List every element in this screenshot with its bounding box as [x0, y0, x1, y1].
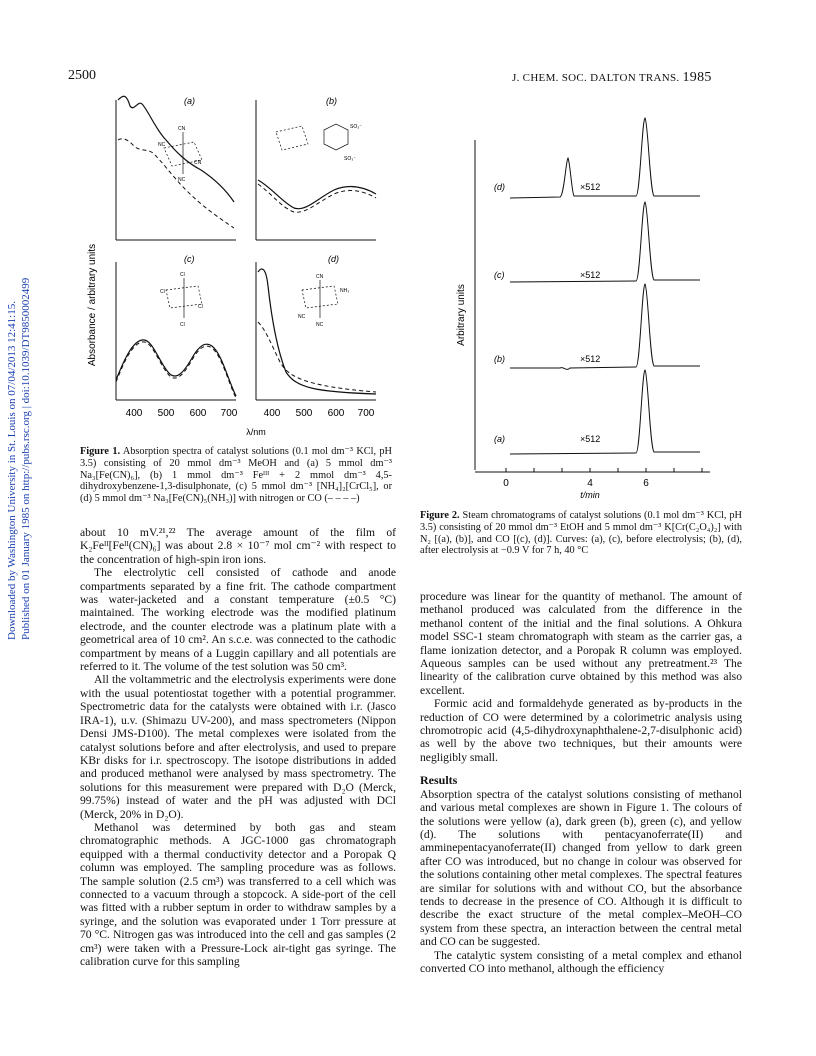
- figure2-caption-text: Steam chromatograms of catalyst solutions (0.1 mol dm⁻³ KCl, pH 3.5) consisting of 20 mmol dm⁻³ EtOH and 5 mmol dm⁻³ K[Cr(C₂O₄)₂] with N₂ [(a), (b)], and CO [(c), (d)]. Curves: (a), (c), before electrolysis; (b), (d), after electrolysis at −0.9 V for 7 h, 40 °C: [420, 510, 742, 557]
- panel-c-label: (c): [184, 254, 195, 264]
- trace-c-gain: ×512: [580, 270, 601, 280]
- trace-d-gain: ×512: [580, 182, 601, 192]
- paragraph: All the voltammetric and the electrolysis experiments were done with the usual potentiostat together with a potential programmer. Spectrometric data for the catalysts were obtained with i.r. (Jasco IRA-1), u.v. (Shimazu UV-200), and mass spectrometers (Nippon Densi JMS-D100). The metal complexes were isolated from the catalyst solutions before and after electrolysis, and used to prepare KBr disks for i.r. spectroscopy. The isotope distributions in added and produced methanol were analysed by mass spectrometry. The solutions for this measurement were prepared with D₂O (Merck, 99.75%) instead of water and the pH was adjusted with DCl (Merck, 20% in D₂O).: [80, 673, 396, 821]
- left-column: [80, 526, 396, 968]
- panel-d-label: (d): [328, 254, 339, 264]
- fig1-xtick: 600: [189, 408, 207, 419]
- svg-text:NH₃: NH₃: [340, 288, 350, 294]
- figure2-xticks: [503, 478, 649, 489]
- fig2-xtick: 4: [587, 478, 593, 489]
- trace-d-label: (d): [494, 182, 505, 192]
- paragraph: procedure was linear for the quantity of methanol. The amount of methanol produced was calculated from the difference in the methanol content of the initial and the final solutions. A Ohkura model SSC-1 steam chromatograph with steam as the carrier gas, a flame ionization detector, and a Poropak R column was employed. Aqueous samples can be used without any pretreatment.²³ The linearity of the calibration curve obtained by this method was also excellent.: [420, 590, 742, 697]
- svg-text:NC: NC: [298, 314, 306, 320]
- fig2-xtick: 0: [503, 478, 509, 489]
- svg-text:NC: NC: [178, 177, 186, 183]
- fig2-xtick: 6: [643, 478, 649, 489]
- fig1-xtick: 400: [263, 408, 281, 419]
- fig1-xtick: 500: [157, 408, 175, 419]
- journal-header: [512, 70, 712, 86]
- svg-text:NC: NC: [158, 142, 166, 148]
- figure1-xticks: [126, 408, 375, 419]
- figure1-caption-label: Figure 1.: [80, 446, 121, 457]
- section-heading-results: Results: [420, 773, 458, 788]
- paragraph: Absorption spectra of the catalyst solutions consisting of methanol and various metal complexes are shown in Figure 1. The colours of the solutions were yellow (a), dark green (b), green (c), and yellow (d). The solutions with pentacyanoferrate(II) and amminepentacyanoferrate(II) changed from yellow to dark green after CO was introduced, but no change in colour was observed for the solutions containing other metal complexes. The spectral features are similar for solutions with and without CO, but the absorbance tends to decrease in the presence of CO. Although it is difficult to describe the exact structure of the metal complex–MeOH–CO system from these spectra, an interaction between the central metal and CO can be suggested.: [420, 787, 742, 949]
- svg-text:CN: CN: [178, 126, 186, 132]
- trace-c-label: (c): [494, 270, 505, 280]
- right-column: [420, 590, 742, 975]
- download-watermark: [6, 220, 36, 640]
- trace-a-gain: ×512: [580, 434, 601, 444]
- figure-1: [76, 90, 396, 440]
- figure2-caption: [420, 510, 742, 557]
- svg-text:Cl: Cl: [160, 289, 165, 295]
- figure1-caption-text: Absorption spectra of catalyst solutions (0.1 mol dm⁻³ KCl, pH 3.5) consisting of 20 mmol dm⁻³ MeOH and (a) 5 mmol dm⁻³ Na₃[Fe(CN)₆], (b) 1 mmol dm⁻³ Feᴵᴵᴵ + 2 mmol dm⁻³ 4,5-dihydroxybenzene-1,3-disulphonate, (c) 5 mmol dm⁻³ [NH₄]₂[CrCl₅], or (d) 5 mmol dm⁻³ Na₃[Fe(CN)₅(NH₃)] with nitrogen or CO (– – – –): [80, 446, 392, 505]
- panel-c: [116, 254, 236, 400]
- panel-b-label: (b): [326, 96, 337, 106]
- paragraph: Formic acid and formaldehyde generated as by-products in the reduction of CO were determined by a colorimetric analysis using chromotropic acid (4,5-dihydroxynaphthalene-2,7-disulphonic acid) as well by the above two techniques, but their amounts were negligibly small.: [420, 697, 742, 764]
- paragraph: The catalytic system consisting of a metal complex and ethanol converted CO into methanol, although the efficiency: [420, 948, 742, 975]
- trace-b: [494, 284, 700, 369]
- fig1-xtick: 600: [327, 408, 345, 419]
- fig1-xtick: 400: [125, 408, 143, 419]
- trace-d: [494, 118, 700, 198]
- watermark-line-2: Published on 01 January 1985 on http://pubs.rsc.org | doi:10.1039/DT9850002499: [20, 277, 32, 640]
- trace-b-label: (b): [494, 354, 505, 364]
- svg-text:Cl: Cl: [180, 322, 185, 328]
- panel-d: [256, 254, 376, 400]
- fig1-xtick: 700: [220, 408, 238, 419]
- journal-name: J. CHEM. SOC. DALTON TRANS.: [512, 72, 680, 84]
- svg-text:NC: NC: [316, 322, 324, 328]
- figure1-ylabel: Absorbance / arbitrary units: [87, 243, 98, 367]
- panel-a-label: (a): [184, 96, 195, 106]
- fig1-xtick: 500: [295, 408, 313, 419]
- panel-b: [256, 96, 376, 240]
- paragraph: The electrolytic cell consisted of cathode and anode compartments separated by a fine frit. The cathode compartment was water-jacketed and a constant temperature (±0.5 °C) maintained. The working electrode was the modified platinum electrode, and the counter electrode was a platinum plate with a geometrical area of 10 cm². An s.c.e. was connected to the cathodic compartment by means of a Luggin capillary and all potentials are referred to it. The volume of the test solution was 50 cm³.: [80, 566, 396, 674]
- page-number: 2500: [68, 68, 96, 83]
- figure2-caption-label: Figure 2.: [420, 510, 460, 521]
- svg-text:SO₃⁻: SO₃⁻: [350, 124, 362, 130]
- trace-b-gain: ×512: [580, 354, 601, 364]
- journal-year: 1985: [682, 70, 712, 85]
- figure2-ylabel: Arbitrary units: [456, 284, 467, 346]
- svg-text:Cl: Cl: [198, 304, 203, 310]
- paragraph: about 10 mV.²¹,²² The average amount of the film of K₂Feᴵᴵ[Feᴵᴵ(CN)₆] was about 2.8 × 10⁻⁷ mol cm⁻² with respect to the concentration of high-spin iron ions.: [80, 526, 396, 566]
- figure2-xlabel: t/min: [580, 490, 600, 500]
- svg-text:CN: CN: [194, 160, 202, 166]
- trace-a-label: (a): [494, 434, 505, 444]
- fig1-xtick: 700: [357, 408, 375, 419]
- figure1-caption: [80, 446, 392, 505]
- figure1-xlabel: λ/nm: [246, 427, 266, 437]
- figure-2: [450, 100, 740, 500]
- panel-a: [116, 96, 236, 240]
- trace-c: [494, 202, 700, 282]
- trace-a: [494, 370, 700, 454]
- paragraph: Methanol was determined by both gas and steam chromatographic methods. A JGC-1000 gas chromatograph equipped with a thermal conductivity detector and a Poropak Q column was employed. The sampling procedure was as follows. The sample solution (2.5 cm³) was transferred to a cell which was connected to a vacuum through a stopcock. A side-port of the cell was fitted with a rubber septum in order to withdraw samples by a syringe, and the solution was evaporated under 1 Torr pressure at 70 °C. Nitrogen gas was introduced into the cell and gas samples (2 cm³) were taken with a Pressure-Lock air-tight gas syringe. The calibration curve for this sampling: [80, 820, 396, 968]
- svg-text:CN: CN: [316, 274, 324, 280]
- watermark-line-1: Downloaded by Washington University in St. Louis on 07/04/2013 12:41:15.: [6, 301, 18, 640]
- svg-text:SO₃⁻: SO₃⁻: [344, 156, 356, 162]
- svg-text:Cl: Cl: [180, 272, 185, 278]
